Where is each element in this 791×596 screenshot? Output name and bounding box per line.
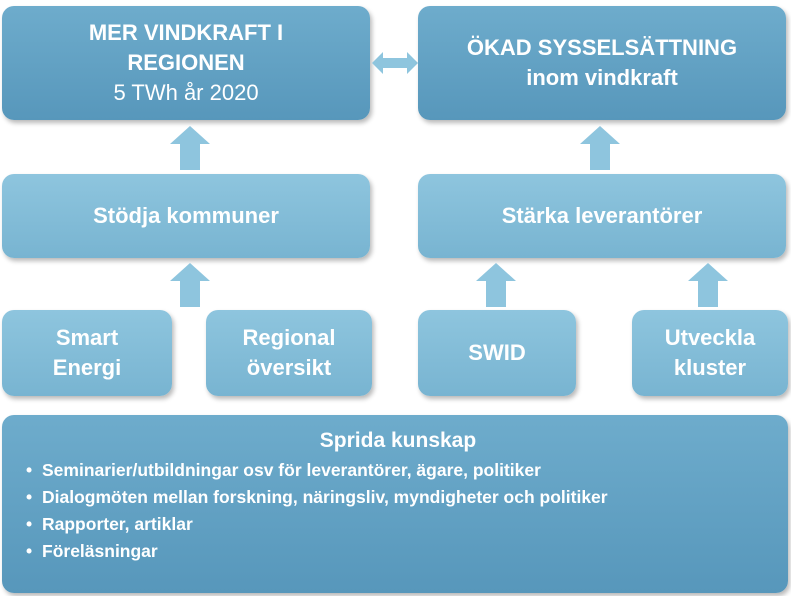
regional-overview-line1: Regional	[242, 325, 336, 350]
list-item: • Dialogmöten mellan forskning, näringsliv, myndigheter och politiker	[26, 484, 770, 511]
up-arrow-icon	[170, 126, 210, 170]
list-item: • Seminarier/utbildningar osv för leverantörer, ägare, politiker	[26, 457, 770, 484]
double-arrow-icon	[372, 50, 418, 76]
up-arrow-icon	[580, 126, 620, 170]
bullet-icon: •	[26, 460, 33, 480]
knowledge-list	[26, 457, 770, 565]
list-item: • Föreläsningar	[26, 538, 770, 565]
spread-knowledge-box	[2, 415, 788, 593]
develop-cluster-line2: kluster	[673, 355, 747, 380]
goal-subtitle: 5 TWh år 2020	[113, 80, 259, 105]
regional-overview-line2: översikt	[246, 355, 332, 380]
bullet-icon: •	[26, 514, 33, 534]
smart-energy-line2: Energi	[52, 355, 122, 380]
spread-knowledge-title: Sprida kunskap	[319, 429, 477, 452]
support-municipalities-box	[2, 174, 370, 258]
strengthen-suppliers-box	[418, 174, 786, 258]
smart-energy-box	[2, 310, 172, 396]
bullet-icon: •	[26, 541, 33, 561]
goal-box-more-wind-power	[2, 6, 370, 120]
goal-box-employment	[418, 6, 786, 120]
strengthen-suppliers-label: Stärka leverantörer	[501, 203, 703, 228]
swid-label: SWID	[468, 340, 526, 365]
goal-title-line1: MER VINDKRAFT I	[88, 20, 284, 45]
goal-title-line2: REGIONEN	[127, 50, 245, 75]
up-arrow-icon	[688, 263, 728, 307]
support-municipalities-label: Stödja kommuner	[93, 203, 279, 228]
bullet-icon: •	[26, 487, 33, 507]
swid-box	[418, 310, 576, 396]
smart-energy-line1: Smart	[55, 325, 119, 350]
goal-title-line2: inom vindkraft	[526, 65, 678, 90]
develop-cluster-line1: Utveckla	[664, 325, 756, 350]
regional-overview-box	[206, 310, 372, 396]
up-arrow-icon	[170, 263, 210, 307]
goal-title-line1: ÖKAD SYSSELSÄTTNING	[466, 35, 738, 60]
list-item: • Rapporter, artiklar	[26, 511, 770, 538]
up-arrow-icon	[476, 263, 516, 307]
develop-cluster-box	[632, 310, 788, 396]
